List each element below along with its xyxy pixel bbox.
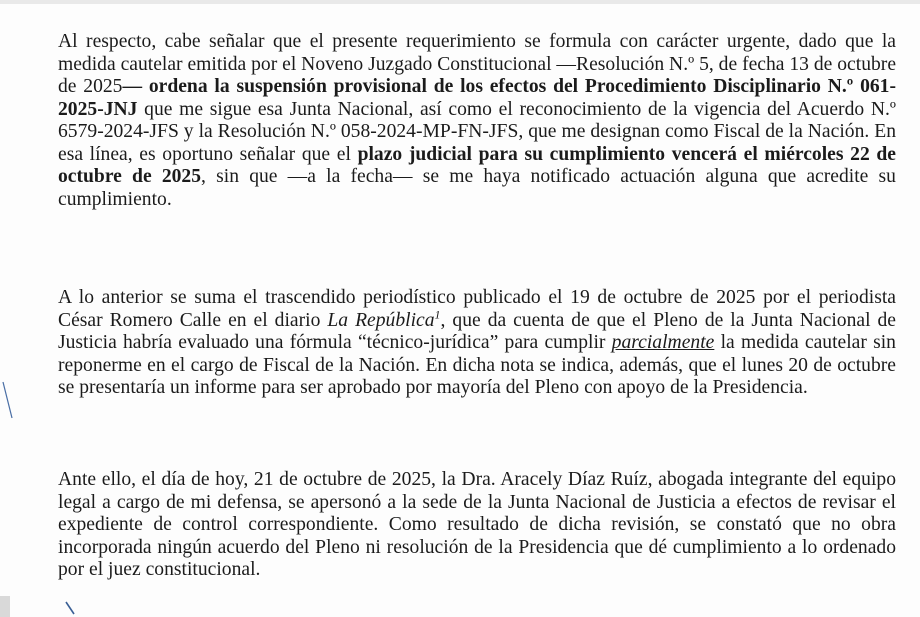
page-top-edge (0, 0, 920, 4)
footnote-marker[interactable]: 1 (434, 306, 441, 321)
paragraph-3 (58, 469, 896, 582)
paragraph-1-bold-2: plazo judicial para su cumplimiento vencerá el miércoles 22 de octubre de 2025 (58, 143, 896, 187)
newspaper-name: La República (327, 309, 435, 331)
paragraph-1-text-1: Al respecto, cabe señalar que el presente requerimiento se formula con carácter urgente, dado que la medida cautelar emitida por el Noveno Juzgado Constitucional —Resolución N.º 5, de fecha 13 de octubre de 2025 (58, 31, 897, 97)
paragraph-2-text-3: la medida cautelar sin reponerme en el cargo de Fiscal de la Nación. En dicha nota se indica, además, que el lunes 20 de octubre se presentaría un informe para ser aprobado por mayoría del Pleno con apoyo de la Presidencia. (58, 332, 896, 398)
paragraph-1 (58, 31, 896, 211)
emphasized-word: parcialmente (611, 332, 715, 353)
pen-stroke-mark-bottom (64, 600, 84, 617)
paragraph-3-text-1: Ante ello, el día de hoy, 21 de octubre de 2025, la Dra. Aracely Díaz Ruíz, abogada integrante del equipo legal a cargo de mi defensa, se apersonó a la sede de la Junta Nacional de Justicia a efectos de revisar el expediente de control correspondiente. Como resultado de dicha revisión, se constató que no obra incorporada ningún acuerdo del Pleno ni resolución de la Presidencia que dé cumplimiento a lo ordenado por el juez constitucional. (58, 469, 896, 580)
scan-edge-shadow (0, 596, 10, 617)
paragraph-2-text-1: A lo anterior se suma el trascendido periodístico publicado el 19 de octubre de 2025 por el periodista César Romero Calle en el diario (58, 287, 896, 331)
pen-stroke-mark (0, 380, 20, 430)
paragraph-2-text-2: , que da cuenta de que el Pleno de la Junta Nacional de Justicia habría evaluado una fórmula “técnico-jurídica” para cumplir (58, 309, 896, 353)
paragraph-2 (58, 287, 896, 400)
paragraph-1-bold-1: — ordena la suspensión provisional de los efectos del Procedimiento Disciplinario N.º 061-2025-JNJ (58, 76, 896, 120)
paragraph-1-text-2: que me sigue esa Junta Nacional, así como el reconocimiento de la vigencia del Acuerdo N.º 6579-2024-JFS y la Resolución N.º 058-2024-MP-FN-JFS, que me designan como Fiscal de la Nación. En esa línea, es oportuno señalar que el (58, 98, 896, 165)
paragraph-1-text-3: , sin que —a la fecha— se me haya notificado actuación alguna que acredite su cumplimiento. (58, 166, 896, 210)
